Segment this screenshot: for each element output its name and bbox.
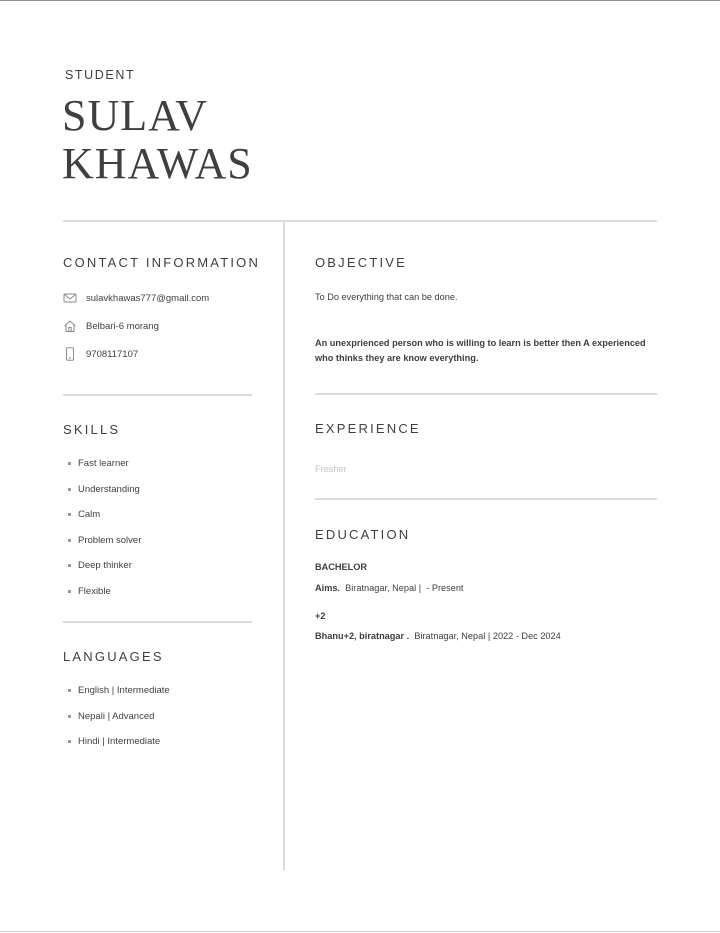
- first-name: SULAV: [62, 90, 209, 141]
- skill-item: Fast learner: [68, 458, 141, 484]
- language-item: English | Intermediate: [68, 685, 170, 711]
- education-dates: - Present: [426, 583, 464, 593]
- phone-text: 9708117107: [86, 348, 139, 360]
- education-degree: BACHELOR: [315, 562, 368, 572]
- experience-divider: [315, 498, 657, 500]
- language-item: Hindi | Intermediate: [68, 736, 170, 762]
- languages-list: [68, 685, 170, 762]
- skills-divider: [63, 621, 252, 623]
- candidate-name: [62, 91, 253, 187]
- skill-item: Flexible: [68, 586, 141, 612]
- education-separator: |: [487, 631, 491, 641]
- education-dates: 2022 - Dec 2024: [492, 631, 561, 641]
- skills-title: SKILLS: [63, 422, 121, 437]
- contact-phone[interactable]: [63, 346, 138, 362]
- mail-icon: [63, 291, 77, 305]
- education-location: Biratnagar, Nepal: [345, 583, 417, 593]
- education-location: Biratnagar, Nepal: [414, 631, 486, 641]
- last-name: KHAWAS: [62, 137, 253, 188]
- skill-item: Understanding: [68, 484, 141, 510]
- objective-line: To Do everything that can be done.: [315, 292, 458, 302]
- objective-divider: [315, 393, 657, 395]
- objective-title: OBJECTIVE: [315, 255, 408, 270]
- column-divider: [283, 222, 285, 870]
- skill-item: Deep thinker: [68, 560, 141, 586]
- contact-address: [63, 318, 159, 334]
- education-school: Aims.: [315, 583, 341, 593]
- bottom-border: [0, 931, 720, 932]
- education-separator: |: [418, 583, 422, 593]
- skills-list: [68, 458, 141, 612]
- top-border: [0, 0, 720, 1]
- education-degree: +2: [315, 611, 326, 621]
- contact-title: CONTACT INFORMATION: [63, 255, 261, 270]
- experience-text: Fresher: [315, 464, 347, 474]
- languages-title: LANGUAGES: [63, 649, 164, 664]
- language-item: Nepali | Advanced: [68, 711, 170, 737]
- education-title: EDUCATION: [315, 527, 411, 542]
- header-divider: [63, 220, 657, 222]
- contact-divider: [63, 394, 252, 396]
- email-text: sulavkhawas777@gmail.com: [86, 292, 210, 304]
- address-text: Belbari-6 morang: [86, 320, 159, 332]
- education-entry: [315, 583, 463, 593]
- education-entry: [315, 631, 561, 641]
- home-icon: [63, 319, 77, 333]
- phone-icon: [63, 347, 77, 361]
- role-label: STUDENT: [65, 68, 136, 82]
- education-school: Bhanu+2, biratnagar .: [315, 631, 410, 641]
- skill-item: Problem solver: [68, 535, 141, 561]
- contact-email[interactable]: [63, 290, 209, 306]
- objective-statement: An unexprienced person who is willing to learn is better then A experienced who thinks they are know everything.: [315, 338, 646, 363]
- experience-title: EXPERIENCE: [315, 421, 421, 436]
- skill-item: Calm: [68, 509, 141, 535]
